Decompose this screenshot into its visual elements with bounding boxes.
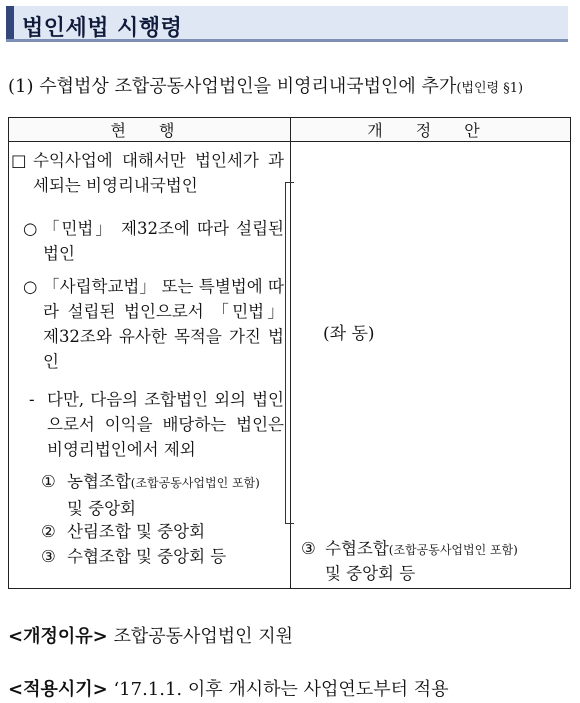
- column-header-current: 현 행: [9, 118, 291, 142]
- same-as-left-label: (좌 동): [323, 324, 375, 344]
- item-civil-law: [23, 216, 284, 266]
- amended-item-text2: 및 중앙회 등: [325, 564, 416, 583]
- sub-item-note: (조합공동사업법인 포함): [130, 476, 260, 490]
- section-heading-text: (1) 수협법상 조합공동사업법인을 비영리내국법인에 추가: [8, 76, 457, 97]
- sub-item-2: [41, 519, 284, 544]
- amended-item-number: ③: [301, 539, 316, 558]
- apply-text: ‘17.1.1. 이후 개시하는 사업연도부터 적용: [113, 679, 449, 700]
- sub-item-text: 산림조합 및 중앙회: [67, 522, 206, 541]
- apply-label: <적용시기>: [8, 679, 108, 700]
- title-accent: [6, 6, 14, 39]
- item-text: 다만, 다음의 조합법인 외의 법인으로서 이익을 배당하는 법인은 비영리법인에서 제외: [47, 390, 284, 459]
- section-reference: (법인령 §1): [456, 81, 524, 96]
- circle-bullet: ○: [23, 219, 38, 238]
- reason-line: [8, 622, 293, 648]
- page-title: 법인세법 시행령: [22, 16, 183, 41]
- sub-item-number: ①: [41, 472, 56, 491]
- sub-item-text: 농협조합: [67, 472, 131, 491]
- sub-item-number: ③: [41, 547, 56, 566]
- dash-bullet: -: [29, 390, 35, 409]
- sub-item-text: 수협조합 및 중앙회 등: [67, 547, 227, 566]
- same-as-left-bracket: [285, 182, 294, 524]
- sub-item-number: ②: [41, 522, 56, 541]
- apply-line: [8, 675, 448, 701]
- section-heading: [8, 72, 523, 98]
- item-private-school: [23, 274, 284, 374]
- item-text: 「사립학교법」 또는 특별법에 따라 설립된 법인으로서 「민법」 제32조와 유사한 목적을 가진 법인: [43, 277, 284, 371]
- reason-label: <개정이유>: [8, 626, 108, 647]
- item-taxable-nonprofit: [11, 148, 284, 198]
- amended-item-note: (조합공동사업법인 포함): [388, 543, 518, 557]
- comparison-table: [8, 117, 571, 589]
- sub-item-1: [41, 469, 284, 521]
- amended-item: [301, 537, 566, 586]
- circle-bullet: ○: [23, 277, 38, 296]
- sub-item-text2: 및 중앙회: [67, 499, 137, 518]
- item-text: 「민법」 제32조에 따라 설립된 법인: [43, 219, 284, 263]
- item-text: 수익사업에 대해서만 법인세가 과세되는 비영리내국법인: [33, 151, 284, 195]
- checkbox-bullet: □: [11, 151, 27, 170]
- item-exception: [29, 387, 284, 462]
- revised-cell: [291, 142, 571, 589]
- sub-item-3: [41, 544, 284, 569]
- amended-item-text: 수협조합: [325, 539, 389, 558]
- column-header-revised: 개 정 안: [291, 118, 571, 142]
- title-bar: [6, 6, 568, 42]
- reason-text: 조합공동사업법인 지원: [113, 626, 294, 647]
- current-cell: [9, 142, 291, 589]
